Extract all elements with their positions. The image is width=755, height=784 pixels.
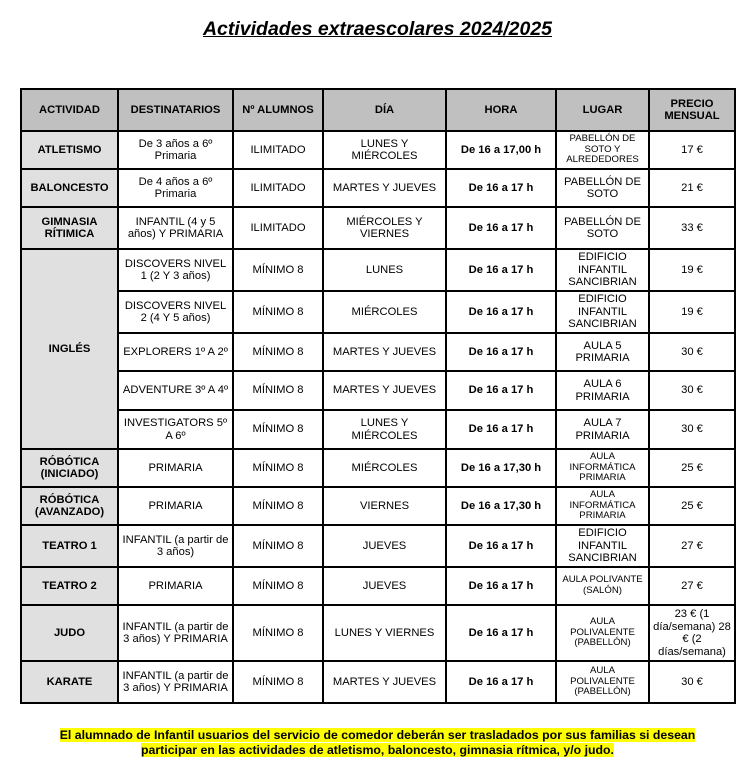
cell-lugar: EDIFICIO INFANTIL SANCIBRIAN — [556, 291, 649, 333]
cell-precio: 30 € — [649, 410, 735, 449]
cell-actividad: TEATRO 1 — [21, 525, 118, 567]
cell-precio: 27 € — [649, 525, 735, 567]
cell-alumnos: MÍNIMO 8 — [233, 567, 323, 605]
cell-alumnos: MÍNIMO 8 — [233, 525, 323, 567]
cell-dia: LUNES — [323, 249, 446, 291]
cell-actividad: GIMNASIA RÍTIMICA — [21, 207, 118, 249]
header-precio: PRECIO MENSUAL — [649, 89, 735, 131]
cell-precio: 21 € — [649, 169, 735, 207]
cell-dia: MARTES Y JUEVES — [323, 333, 446, 371]
cell-hora: De 16 a 17,30 h — [446, 487, 556, 525]
cell-destinatarios: De 3 años a 6º Primaria — [118, 131, 233, 169]
cell-destinatarios: INFANTIL (a partir de 3 años) — [118, 525, 233, 567]
table-header-row — [21, 89, 735, 131]
cell-lugar: AULA 6 PRIMARIA — [556, 371, 649, 410]
cell-destinatarios: DISCOVERS NIVEL 2 (4 Y 5 años) — [118, 291, 233, 333]
table-row — [21, 169, 735, 207]
table-row — [21, 333, 735, 371]
table-row — [21, 410, 735, 449]
cell-alumnos: MÍNIMO 8 — [233, 371, 323, 410]
cell-lugar: EDIFICIO INFANTIL SANCIBRIAN — [556, 249, 649, 291]
notice-line-1: El alumnado de Infantil usuarios del servicio de comedor deberán ser trasladados por sus familias si desean — [59, 728, 696, 742]
table-row — [21, 207, 735, 249]
cell-alumnos: MÍNIMO 8 — [233, 410, 323, 449]
comedor-notice — [0, 728, 755, 757]
header-alumnos: Nº ALUMNOS — [233, 89, 323, 131]
cell-precio: 30 € — [649, 371, 735, 410]
cell-precio: 19 € — [649, 291, 735, 333]
cell-hora: De 16 a 17 h — [446, 371, 556, 410]
cell-dia: MIÉRCOLES Y VIERNES — [323, 207, 446, 249]
activities-table — [20, 88, 736, 704]
cell-alumnos: MÍNIMO 8 — [233, 605, 323, 661]
cell-alumnos: MÍNIMO 8 — [233, 661, 323, 703]
cell-hora: De 16 a 17 h — [446, 525, 556, 567]
cell-precio: 27 € — [649, 567, 735, 605]
cell-actividad: BALONCESTO — [21, 169, 118, 207]
table-row — [21, 249, 735, 291]
cell-hora: De 16 a 17 h — [446, 249, 556, 291]
cell-lugar: AULA 7 PRIMARIA — [556, 410, 649, 449]
cell-lugar: AULA INFORMÁTICA PRIMARIA — [556, 487, 649, 525]
cell-dia: MARTES Y JUEVES — [323, 169, 446, 207]
cell-dia: MARTES Y JUEVES — [323, 371, 446, 410]
cell-dia: JUEVES — [323, 525, 446, 567]
cell-precio: 33 € — [649, 207, 735, 249]
cell-actividad: INGLÉS — [21, 249, 118, 449]
table-row — [21, 371, 735, 410]
cell-alumnos: ILIMITADO — [233, 169, 323, 207]
cell-destinatarios: INFANTIL (a partir de 3 años) Y PRIMARIA — [118, 605, 233, 661]
cell-destinatarios: EXPLORERS 1º A 2º — [118, 333, 233, 371]
cell-precio: 25 € — [649, 487, 735, 525]
cell-lugar: AULA POLIVALENTE (PABELLÓN) — [556, 661, 649, 703]
table-row — [21, 487, 735, 525]
cell-alumnos: MÍNIMO 8 — [233, 487, 323, 525]
cell-lugar: PABELLÓN DE SOTO Y ALREDEDORES — [556, 131, 649, 169]
cell-dia: LUNES Y MIÉRCOLES — [323, 131, 446, 169]
cell-destinatarios: DISCOVERS NIVEL 1 (2 Y 3 años) — [118, 249, 233, 291]
page-title: Actividades extraescolares 2024/2025 — [202, 18, 553, 40]
table-row — [21, 291, 735, 333]
cell-hora: De 16 a 17 h — [446, 661, 556, 703]
cell-destinatarios: PRIMARIA — [118, 567, 233, 605]
cell-alumnos: MÍNIMO 8 — [233, 449, 323, 487]
cell-lugar: AULA POLIVANTE (SALÓN) — [556, 567, 649, 605]
cell-precio: 25 € — [649, 449, 735, 487]
cell-destinatarios: INVESTIGATORS 5º A 6º — [118, 410, 233, 449]
table-row — [21, 449, 735, 487]
cell-precio: 19 € — [649, 249, 735, 291]
header-dia: DÍA — [323, 89, 446, 131]
cell-destinatarios: PRIMARIA — [118, 487, 233, 525]
cell-dia: LUNES Y VIERNES — [323, 605, 446, 661]
cell-dia: VIERNES — [323, 487, 446, 525]
cell-destinatarios: ADVENTURE 3º A 4º — [118, 371, 233, 410]
cell-lugar: EDIFICIO INFANTIL SANCIBRIAN — [556, 525, 649, 567]
header-hora: HORA — [446, 89, 556, 131]
cell-lugar: AULA INFORMÁTICA PRIMARIA — [556, 449, 649, 487]
notice-line-2: participar en las actividades de atletismo, baloncesto, gimnasia rítmica, y/o judo. — [141, 742, 614, 757]
cell-hora: De 16 a 17 h — [446, 605, 556, 661]
header-destinatarios: DESTINATARIOS — [118, 89, 233, 131]
table-row — [21, 525, 735, 567]
cell-precio: 23 € (1 día/semana) 28 € (2 días/semana) — [649, 605, 735, 661]
cell-dia: MARTES Y JUEVES — [323, 661, 446, 703]
cell-precio: 17 € — [649, 131, 735, 169]
header-actividad: ACTIVIDAD — [21, 89, 118, 131]
cell-precio: 30 € — [649, 661, 735, 703]
cell-hora: De 16 a 17 h — [446, 169, 556, 207]
cell-actividad: JUDO — [21, 605, 118, 661]
cell-hora: De 16 a 17 h — [446, 333, 556, 371]
cell-actividad: RÓBÓTICA (INICIADO) — [21, 449, 118, 487]
cell-alumnos: ILIMITADO — [233, 131, 323, 169]
cell-dia: LUNES Y MIÉRCOLES — [323, 410, 446, 449]
cell-lugar: AULA 5 PRIMARIA — [556, 333, 649, 371]
cell-dia: MIÉRCOLES — [323, 291, 446, 333]
cell-alumnos: MÍNIMO 8 — [233, 291, 323, 333]
cell-precio: 30 € — [649, 333, 735, 371]
cell-destinatarios: INFANTIL (a partir de 3 años) Y PRIMARIA — [118, 661, 233, 703]
cell-hora: De 16 a 17 h — [446, 567, 556, 605]
cell-actividad: ATLETISMO — [21, 131, 118, 169]
cell-lugar: PABELLÓN DE SOTO — [556, 169, 649, 207]
cell-dia: MIÉRCOLES — [323, 449, 446, 487]
cell-lugar: AULA POLIVALENTE (PABELLÓN) — [556, 605, 649, 661]
cell-actividad: TEATRO 2 — [21, 567, 118, 605]
cell-lugar: PABELLÓN DE SOTO — [556, 207, 649, 249]
cell-actividad: KARATE — [21, 661, 118, 703]
table-row — [21, 131, 735, 169]
cell-actividad: RÓBÓTICA (AVANZADO) — [21, 487, 118, 525]
cell-hora: De 16 a 17 h — [446, 291, 556, 333]
header-lugar: LUGAR — [556, 89, 649, 131]
table-row — [21, 661, 735, 703]
cell-destinatarios: PRIMARIA — [118, 449, 233, 487]
cell-dia: JUEVES — [323, 567, 446, 605]
table-row — [21, 605, 735, 661]
cell-alumnos: ILIMITADO — [233, 207, 323, 249]
cell-hora: De 16 a 17,00 h — [446, 131, 556, 169]
cell-hora: De 16 a 17 h — [446, 410, 556, 449]
cell-hora: De 16 a 17,30 h — [446, 449, 556, 487]
cell-hora: De 16 a 17 h — [446, 207, 556, 249]
cell-alumnos: MÍNIMO 8 — [233, 333, 323, 371]
cell-alumnos: MÍNIMO 8 — [233, 249, 323, 291]
table-row — [21, 567, 735, 605]
cell-destinatarios: INFANTIL (4 y 5 años) Y PRIMARIA — [118, 207, 233, 249]
cell-destinatarios: De 4 años a 6º Primaria — [118, 169, 233, 207]
